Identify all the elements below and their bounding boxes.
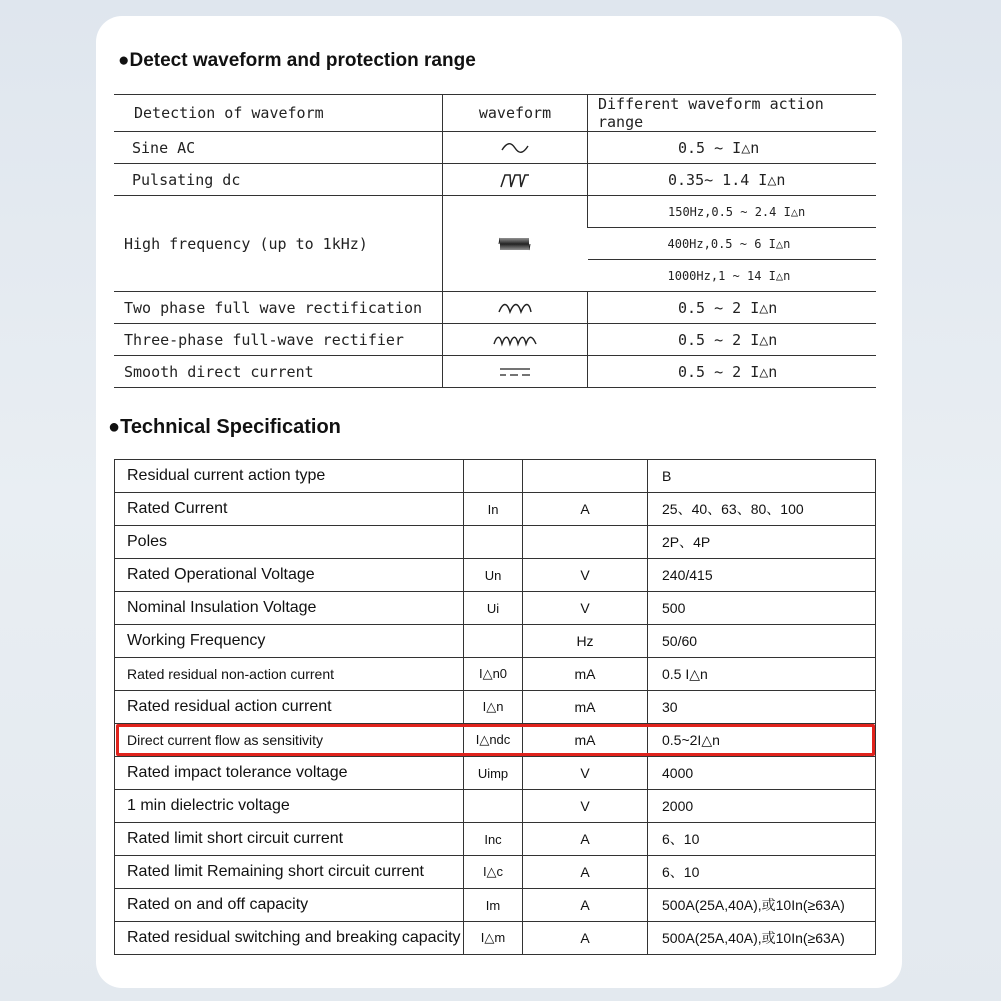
spec-value: 2000 — [648, 790, 876, 823]
spec-param: Rated limit short circuit current — [115, 823, 464, 856]
table-row — [114, 196, 876, 228]
spec-symbol: I△n — [464, 691, 523, 724]
spec-param: Rated impact tolerance voltage — [115, 757, 464, 790]
spec-table — [114, 459, 876, 955]
spec-param: Rated limit Remaining short circuit current — [115, 856, 464, 889]
header-waveform: waveform — [443, 95, 588, 132]
spec-value: 50/60 — [648, 625, 876, 658]
spec-value: 0.5~2I△n — [648, 724, 876, 757]
spec-value: 4000 — [648, 757, 876, 790]
spec-symbol: I△ndc — [464, 724, 523, 757]
spec-symbol: Inc — [464, 823, 523, 856]
waveform-name: Pulsating dc — [114, 164, 443, 196]
table-row — [115, 691, 876, 724]
waveform-range: 0.5 ~ 2 I△n — [588, 324, 877, 356]
spec-unit: V — [523, 559, 648, 592]
spec-value: 6、10 — [648, 856, 876, 889]
table-row — [114, 164, 876, 196]
spec-symbol: Uimp — [464, 757, 523, 790]
spec-value: 6、10 — [648, 823, 876, 856]
high-frequency-wave-icon — [497, 236, 533, 252]
spec-symbol — [464, 526, 523, 559]
spec-value: 30 — [648, 691, 876, 724]
spec-symbol — [464, 460, 523, 493]
spec-unit: mA — [523, 691, 648, 724]
waveform-range: 150Hz,0.5 ~ 2.4 I△n — [588, 196, 877, 228]
spec-symbol: I△m — [464, 922, 523, 955]
spec-param: Rated Current — [115, 493, 464, 526]
spec-card — [96, 16, 902, 988]
spec-unit: A — [523, 922, 648, 955]
spec-param: Rated residual non-action current — [115, 658, 464, 691]
spec-value: B — [648, 460, 876, 493]
spec-value: 240/415 — [648, 559, 876, 592]
spec-value: 2P、4P — [648, 526, 876, 559]
spec-symbol: Un — [464, 559, 523, 592]
spec-value: 500 — [648, 592, 876, 625]
spec-unit: A — [523, 823, 648, 856]
spec-param: Direct current flow as sensitivity — [115, 724, 464, 757]
sine-wave-icon — [500, 141, 530, 155]
table-row — [114, 324, 876, 356]
spec-unit: Hz — [523, 625, 648, 658]
spec-unit: A — [523, 856, 648, 889]
table-row — [115, 790, 876, 823]
table-row — [115, 823, 876, 856]
spec-param: Rated residual switching and breaking capacity — [115, 922, 464, 955]
header-range: Different waveform action range — [588, 95, 877, 132]
header-detection: Detection of waveform — [114, 95, 443, 132]
waveform-table-header — [114, 95, 876, 132]
spec-symbol: Im — [464, 889, 523, 922]
spec-param: Working Frequency — [115, 625, 464, 658]
spec-value: 500A(25A,40A),或10In(≥63A) — [648, 922, 876, 955]
waveform-range: 400Hz,0.5 ~ 6 I△n — [588, 228, 877, 260]
table-row — [114, 356, 876, 388]
spec-unit: mA — [523, 724, 648, 757]
spec-unit: V — [523, 757, 648, 790]
spec-param: Poles — [115, 526, 464, 559]
spec-param: Residual current action type — [115, 460, 464, 493]
table-row — [114, 132, 876, 164]
spec-section-title: ●Technical Specification — [108, 416, 341, 438]
waveform-range: 0.5 ~ 2 I△n — [588, 356, 877, 388]
table-row — [115, 856, 876, 889]
spec-param: Rated on and off capacity — [115, 889, 464, 922]
spec-unit: mA — [523, 658, 648, 691]
spec-symbol: Ui — [464, 592, 523, 625]
table-row — [115, 658, 876, 691]
spec-value: 25、40、63、80、100 — [648, 493, 876, 526]
waveform-range: 1000Hz,1 ~ 14 I△n — [588, 260, 877, 292]
table-row — [115, 625, 876, 658]
table-row — [115, 493, 876, 526]
spec-param: Rated residual action current — [115, 691, 464, 724]
table-row — [115, 559, 876, 592]
spec-symbol: I△n0 — [464, 658, 523, 691]
waveform-section-title: ●Detect waveform and protection range — [118, 50, 476, 71]
spec-param: Rated Operational Voltage — [115, 559, 464, 592]
spec-symbol: In — [464, 493, 523, 526]
spec-symbol — [464, 790, 523, 823]
two-phase-rectified-icon — [497, 301, 533, 315]
spec-symbol: I△c — [464, 856, 523, 889]
spec-unit: A — [523, 493, 648, 526]
three-phase-rectified-icon — [492, 333, 538, 347]
table-row — [114, 292, 876, 324]
spec-unit: V — [523, 592, 648, 625]
spec-unit — [523, 460, 648, 493]
waveform-range: 0.5 ~ I△n — [588, 132, 877, 164]
table-row — [115, 592, 876, 625]
waveform-name: High frequency (up to 1kHz) — [114, 196, 443, 292]
spec-unit: V — [523, 790, 648, 823]
table-row — [115, 922, 876, 955]
waveform-name: Two phase full wave rectification — [114, 292, 443, 324]
table-row — [115, 724, 876, 757]
spec-param: 1 min dielectric voltage — [115, 790, 464, 823]
waveform-name: Smooth direct current — [114, 356, 443, 388]
spec-param: Nominal Insulation Voltage — [115, 592, 464, 625]
table-row — [115, 526, 876, 559]
spec-value: 0.5 I△n — [648, 658, 876, 691]
spec-unit: A — [523, 889, 648, 922]
waveform-table — [114, 94, 876, 388]
waveform-range: 0.35~ 1.4 I△n — [588, 164, 877, 196]
table-row — [115, 889, 876, 922]
table-row — [115, 757, 876, 790]
table-row — [115, 460, 876, 493]
spec-unit — [523, 526, 648, 559]
waveform-name: Three-phase full-wave rectifier — [114, 324, 443, 356]
spec-symbol — [464, 625, 523, 658]
waveform-range: 0.5 ~ 2 I△n — [588, 292, 877, 324]
spec-value: 500A(25A,40A),或10In(≥63A) — [648, 889, 876, 922]
waveform-name: Sine AC — [114, 132, 443, 164]
smooth-dc-icon — [498, 366, 532, 378]
pulsating-dc-icon — [499, 171, 531, 189]
